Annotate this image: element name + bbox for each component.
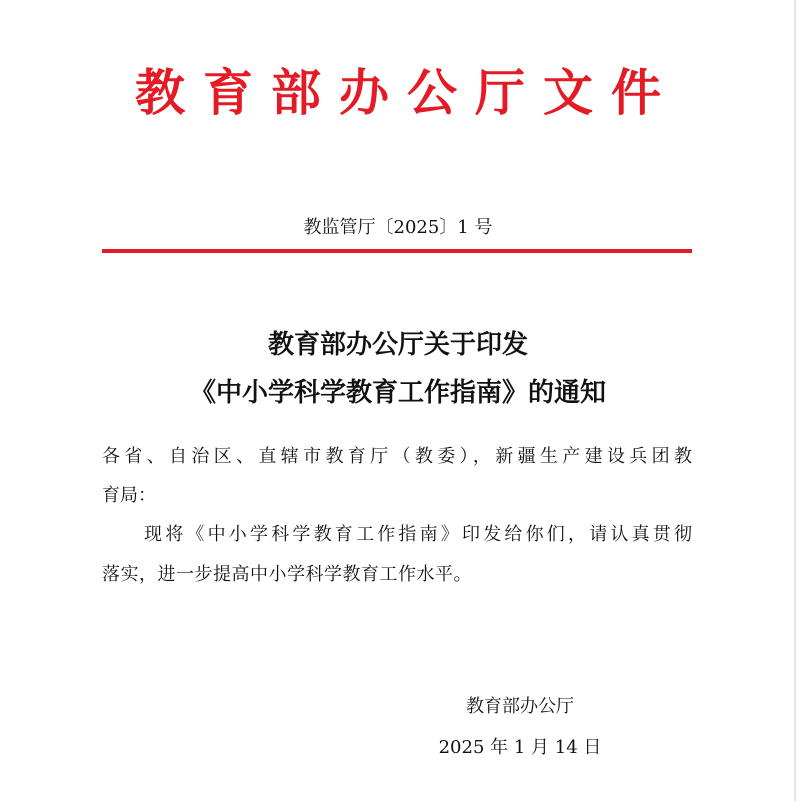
document-title-line-1: 教育部办公厅关于印发 bbox=[267, 330, 528, 360]
document-masthead: 教育部办公厅文件 bbox=[135, 63, 679, 122]
signature-organization: 教育部办公厅 bbox=[466, 696, 574, 717]
recipients-line-1: 各省、自治区、直辖市教育厅（教委），新疆生产建设兵团教 bbox=[102, 446, 692, 467]
recipients-line-2: 育局： bbox=[102, 485, 156, 506]
body-paragraph-line-2: 落实，进一步提高中小学科学教育工作水平。 bbox=[102, 564, 472, 585]
document-title-line-2: 《中小学科学教育工作指南》的通知 bbox=[189, 378, 606, 408]
body-paragraph-line-1: 现将《中小学科学教育工作指南》印发给你们，请认真贯彻 bbox=[144, 524, 692, 545]
document-number: 教监管厅〔2025〕1 号 bbox=[303, 217, 493, 238]
red-separator-line bbox=[102, 249, 692, 253]
signature-date: 2025 年 1 月 14 日 bbox=[438, 737, 602, 758]
